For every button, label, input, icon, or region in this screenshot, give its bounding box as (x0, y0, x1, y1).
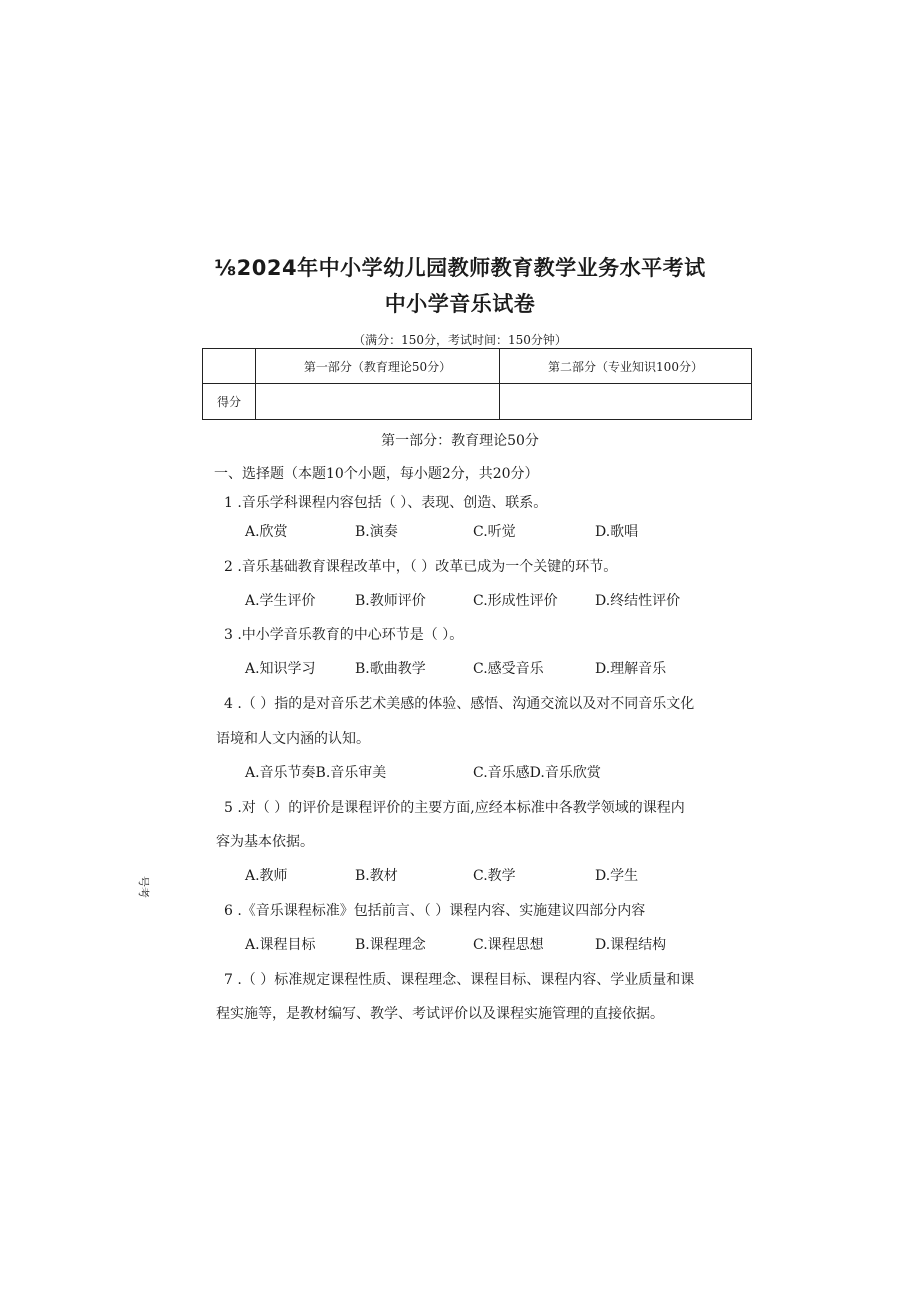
question-1-option-d: D.歌唱 (595, 524, 639, 540)
question-3-option-d: D.理解音乐 (595, 661, 667, 677)
question-5-option-a: A.教师 (245, 868, 288, 884)
part-heading: 一、选择题（本题10个小题，每小题2分，共20分） (214, 466, 539, 482)
score-table (202, 348, 752, 420)
question-5-option-b: B.教材 (355, 868, 398, 884)
exam-title: ⅛2024年中小学幼儿园教师教育教学业务水平考试 (214, 256, 706, 280)
question-4: 4 .（ ）指的是对音乐艺术美感的体验、感悟、沟通交流以及对不同音乐文化 (224, 696, 695, 712)
exam-subject-title: 中小学音乐试卷 (384, 292, 536, 316)
question-5-option-d: D.学生 (595, 868, 639, 884)
question-6-option-b: B.课程理念 (355, 937, 426, 953)
score-cell-part2[interactable] (500, 384, 752, 420)
score-table-header-row (203, 349, 752, 384)
question-6-option-d: D.课程结构 (595, 937, 667, 953)
binding-margin-mark: 号考 (137, 876, 150, 898)
question-1-option-b: B.演奏 (355, 524, 398, 540)
question-3-option-c: C.感受音乐 (473, 661, 544, 677)
question-6-option-c: C.课程思想 (473, 937, 544, 953)
question-5-continued: 容为基本依据。 (216, 834, 314, 850)
question-4-option-ab: A.音乐节奏B.音乐审美 (245, 765, 387, 781)
question-2-option-a: A.学生评价 (245, 593, 316, 609)
question-5-option-c: C.教学 (473, 868, 516, 884)
question-6: 6 .《音乐课程标准》包括前言、（ ）课程内容、实施建议四部分内容 (224, 903, 646, 919)
question-1: 1 .音乐学科课程内容包括（ ）、表现、创造、联系。 (224, 495, 548, 511)
question-1-option-c: C.听觉 (473, 524, 516, 540)
question-2-option-d: D.终结性评价 (595, 593, 681, 609)
question-5: 5 .对（ ）的评价是课程评价的主要方面,应经本标准中各教学领域的课程内 (224, 800, 685, 816)
question-7: 7 .（ ）标准规定课程性质、课程理念、课程目标、课程内容、学业质量和课 (224, 972, 695, 988)
score-table-part1-header: 第一部分（教育理论50分） (256, 349, 500, 384)
score-table-corner (203, 349, 256, 384)
question-6-option-a: A.课程目标 (245, 937, 316, 953)
score-cell-part1[interactable] (256, 384, 500, 420)
question-1-option-a: A.欣赏 (245, 524, 288, 540)
score-table-part2-header: 第二部分（专业知识100分） (500, 349, 752, 384)
question-3: 3 .中小学音乐教育的中心环节是（ ）。 (224, 627, 464, 643)
question-3-option-a: A.知识学习 (245, 661, 316, 677)
question-7-continued: 程实施等，是教材编写、教学、考试评价以及课程实施管理的直接依据。 (216, 1006, 664, 1022)
question-2-option-c: C.形成性评价 (473, 593, 558, 609)
question-4-continued: 语境和人文内涵的认知。 (216, 731, 370, 747)
question-4-option-cd: C.音乐感D.音乐欣赏 (473, 765, 601, 781)
exam-info: （满分：150分，考试时间：150分钟） (353, 333, 567, 347)
question-3-option-b: B.歌曲教学 (355, 661, 426, 677)
score-table-row-label: 得分 (203, 384, 256, 420)
question-2-option-b: B.教师评价 (355, 593, 426, 609)
section-title: 第一部分：教育理论50分 (381, 433, 539, 449)
question-2: 2 .音乐基础教育课程改革中，（ ）改革已成为一个关键的环节。 (224, 559, 618, 575)
score-table-score-row (203, 384, 752, 420)
